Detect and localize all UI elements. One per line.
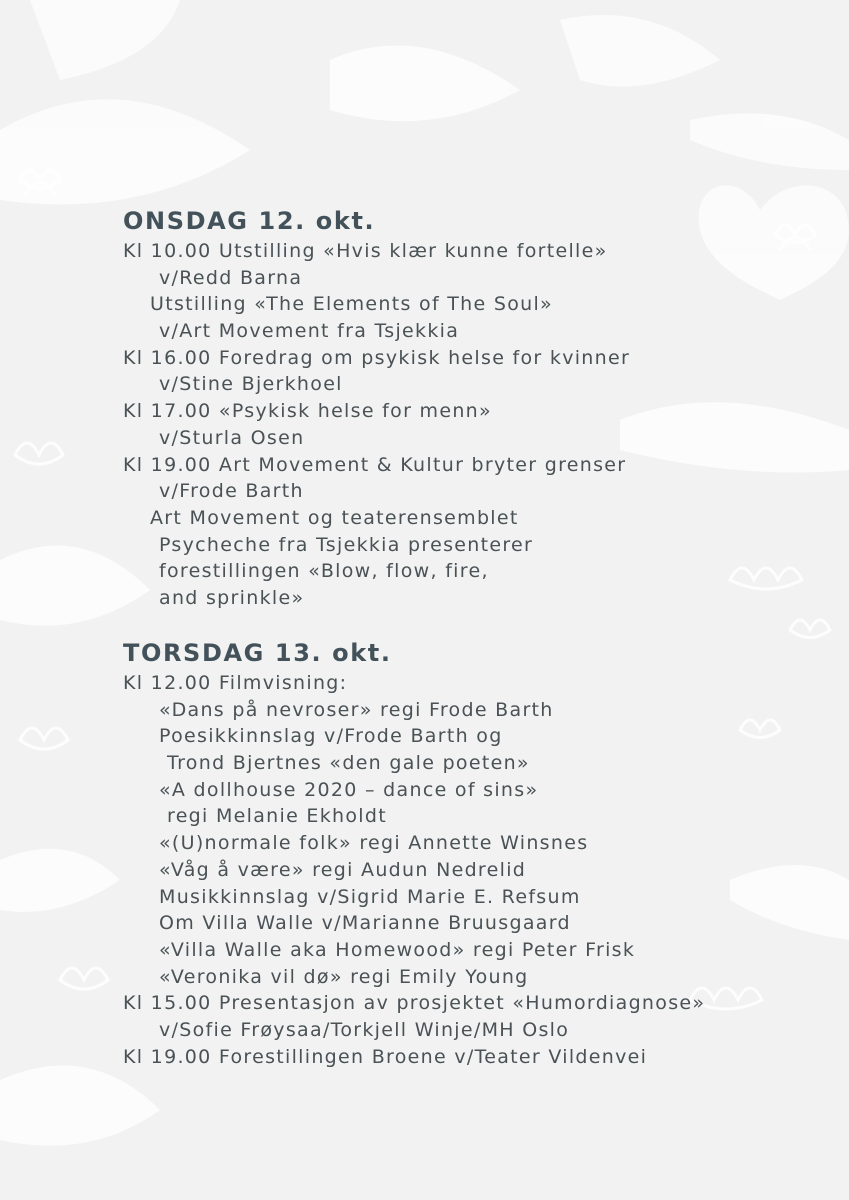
program-line: v/Art Movement fra Tsjekkia [159, 320, 460, 343]
program-line: Trond Bjertnes «den gale poeten» [167, 752, 530, 775]
flower-icon [790, 620, 830, 638]
program-line: «Våg å være» regi Audun Nedrelid [159, 858, 527, 881]
program-line: Poesikkinnslag v/Frode Barth og [159, 725, 503, 748]
leaf-icon [0, 1065, 160, 1145]
program-line: Utstilling «The Elements of The Soul» [150, 293, 553, 316]
program-line: Musikkinnslag v/Sigrid Marie E. Refsum [159, 885, 581, 908]
leaf-icon [0, 849, 120, 912]
program-line: and sprinkle» [159, 586, 305, 609]
flower-icon [60, 968, 108, 989]
program-line: Kl 10.00 Utstilling «Hvis klær kunne fortelle» [123, 240, 608, 262]
program-line: Kl 12.00 Filmvisning: [123, 672, 348, 694]
leaf-icon [690, 113, 849, 170]
program-line: «A dollhouse 2020 – dance of sins» [159, 778, 539, 801]
day-section-wednesday [123, 204, 823, 612]
program-line: Psycheche fra Tsjekkia presenterer [159, 533, 534, 556]
program-line: v/Redd Barna [159, 266, 303, 289]
program-line: Kl 17.00 «Psykisk helse for menn» [123, 400, 492, 423]
program-line: Art Movement og teaterensemblet [150, 506, 519, 529]
program-line: v/Sofie Frøysaa/Torkjell Winje/MH Oslo [159, 1018, 570, 1041]
day-heading: ONSDAG 12. okt. [123, 207, 376, 235]
program-line: Om Villa Walle v/Marianne Bruusgaard [159, 912, 571, 935]
flower-icon [20, 728, 68, 749]
program-line: Kl 16.00 Foredrag om psykisk helse for kvinner [123, 346, 631, 369]
program-line: «Villa Walle aka Homewood» regi Peter Frisk [159, 938, 636, 961]
program-line: v/Frode Barth [159, 480, 304, 503]
program-line: regi Melanie Ekholdt [167, 805, 387, 828]
leaf-icon [330, 45, 520, 121]
leaf-icon [560, 15, 720, 87]
program-line: «(U)normale folk» regi Annette Winsnes [159, 832, 589, 855]
program-line: «Dans på nevroser» regi Frode Barth [159, 698, 554, 721]
program-line: Kl 19.00 Art Movement & Kultur bryter grenser [123, 453, 627, 476]
program-line: v/Stine Bjerkhoel [159, 373, 343, 396]
flower-icon [15, 443, 63, 464]
program-line: v/Sturla Osen [159, 426, 305, 449]
program-line: Kl 19.00 Forestillingen Broene v/Teater Vildenvei [123, 1045, 648, 1068]
program-line: Kl 15.00 Presentasjon av prosjektet «Humordiagnose» [123, 992, 706, 1015]
day-section-thursday [123, 636, 823, 1070]
leaf-icon [30, 0, 180, 80]
day-heading: TORSDAG 13. okt. [123, 639, 392, 667]
program-line: «Veronika vil dø» regi Emily Young [159, 965, 529, 988]
program-line: forestillingen «Blow, flow, fire, [159, 560, 489, 583]
